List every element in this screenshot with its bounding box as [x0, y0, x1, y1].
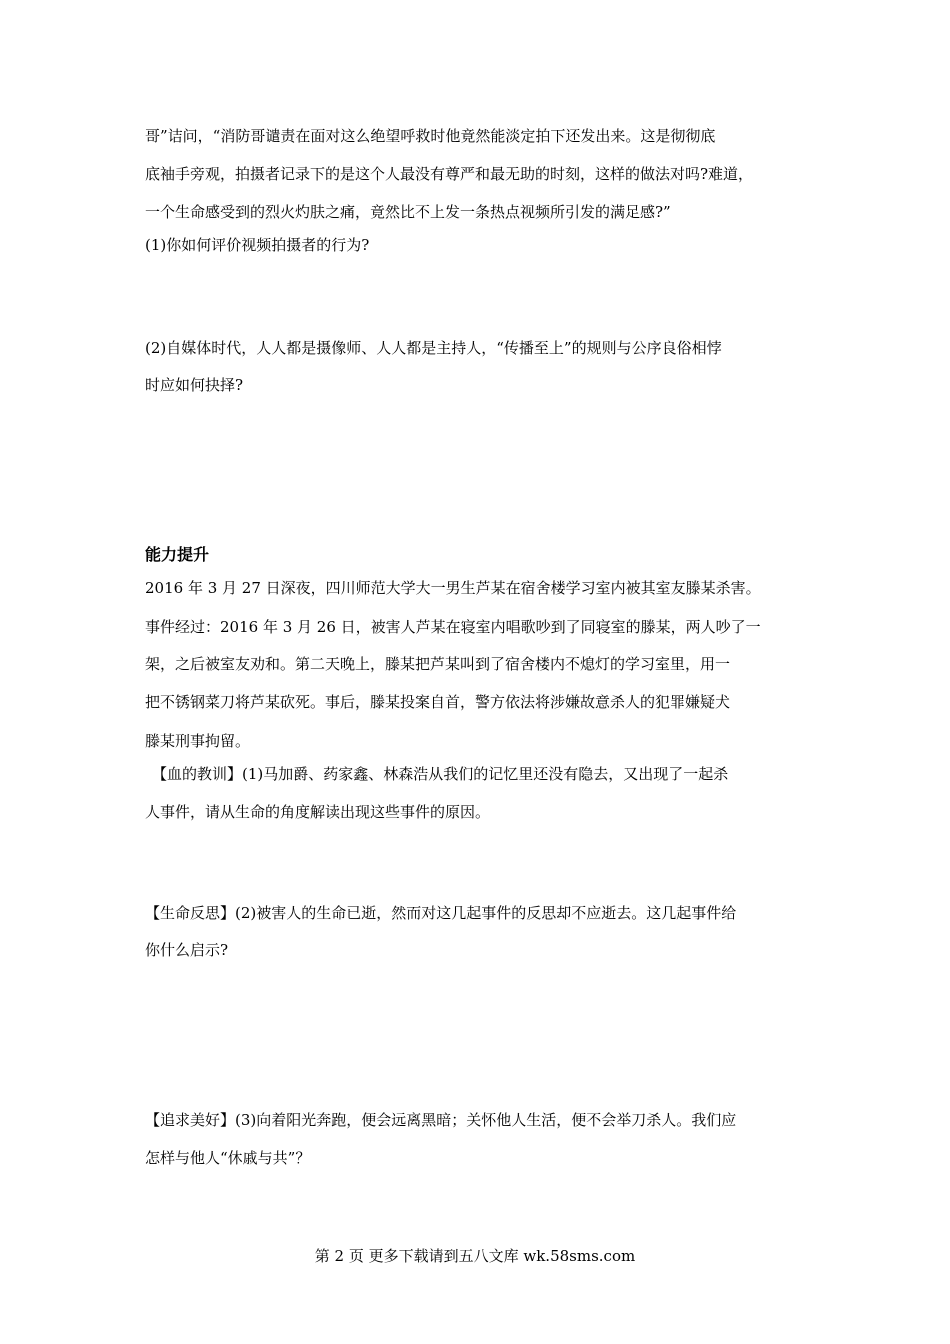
intro-line-1: 哥”诘问，“消防哥谴责在面对这么绝望呼救时他竟然能淡定拍下还发出来。这是彻彻底 [145, 127, 716, 145]
case-line-3: 架，之后被室友劝和。第二天晚上，滕某把芦某叫到了宿舍楼内不熄灯的学习室里，用一 [145, 655, 731, 673]
life-reflection-line-1: 【生命反思】(2)被害人的生命已逝，然而对这几起事件的反思却不应逝去。这几起事件给 [145, 904, 737, 922]
question-1: (1)你如何评价视频拍摄者的行为? [145, 236, 370, 254]
blood-lesson-line-1: 【血的教训】(1)马加爵、药家鑫、林森浩从我们的记忆里还没有隐去，又出现了一起杀 [152, 765, 729, 783]
life-reflection-line-2: 你什么启示? [145, 941, 229, 959]
section-heading: 能力提升 [145, 545, 210, 564]
case-line-1: 2016 年 3 月 27 日深夜，四川师范大学大一男生芦某在宿舍楼学习室内被其室友滕某杀害。 [145, 579, 761, 597]
pursue-beauty-line-2: 怎样与他人“休戚与共”？ [145, 1149, 311, 1167]
page-footer: 第 2 页 更多下载请到五八文库 wk.58sms.com [314, 1247, 636, 1265]
question-2-line-2: 时应如何抉择? [145, 376, 244, 394]
intro-line-2: 底袖手旁观，拍摄者记录下的是这个人最没有尊严和最无助的时刻，这样的做法对吗?难道， [145, 165, 754, 183]
pursue-beauty-line-1: 【追求美好】(3)向着阳光奔跑，便会远离黑暗；关怀他人生活，便不会举刀杀人。我们应 [145, 1111, 737, 1129]
case-line-2: 事件经过：2016 年 3 月 26 日，被害人芦某在寝室内唱歌吵到了同寝室的滕某，两人吵了一 [145, 618, 761, 636]
intro-line-3: 一个生命感受到的烈火灼肤之痛，竟然比不上发一条热点视频所引发的满足感?” [145, 203, 671, 221]
blood-lesson-line-2: 人事件，请从生命的角度解读出现这些事件的原因。 [145, 803, 491, 821]
case-line-4: 把不锈钢菜刀将芦某砍死。事后，滕某投案自首，警方依法将涉嫌故意杀人的犯罪嫌疑犬 [145, 693, 731, 711]
question-2-line-1: (2)自媒体时代，人人都是摄像师、人人都是主持人，“传播至上”的规则与公序良俗相悖 [145, 339, 722, 357]
case-line-5: 滕某刑事拘留。 [145, 732, 251, 750]
